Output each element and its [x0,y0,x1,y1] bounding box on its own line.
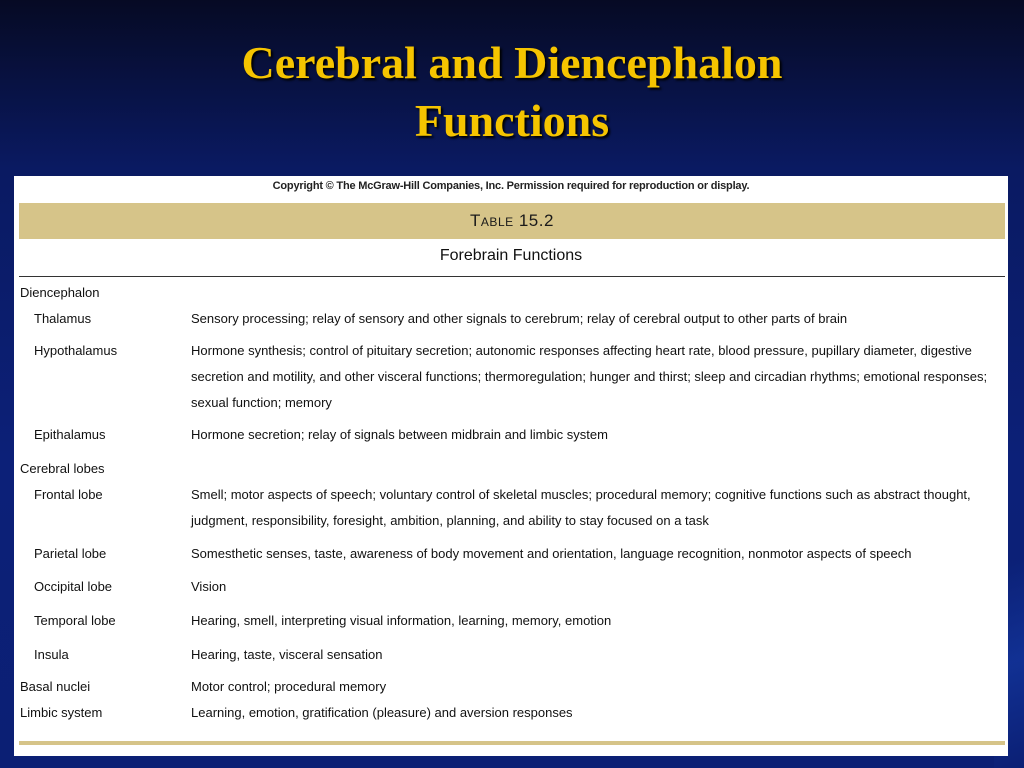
row-term: Hypothalamus [34,343,118,358]
row-term: Parietal lobe [34,546,107,561]
row-description: Motor control; procedural memory [191,679,387,694]
row-description: Sensory processing; relay of sensory and other signals to cerebrum; relay of cerebral output to other parts of brain [191,311,848,326]
row-description: Hearing, smell, interpreting visual information, learning, memory, emotion [191,613,612,628]
slide-title-line-2: Functions [414,95,610,146]
row-term: Limbic system [20,705,103,720]
row-term: Thalamus [34,311,92,326]
row-term: Diencephalon [20,285,100,300]
table-caption-band [19,203,1005,239]
table-panel [14,176,1008,756]
row-description: Smell; motor aspects of speech; voluntary control of skeletal muscles; procedural memory; cognitive functions such as abstract thought, judgment, responsibility, foresight, ambition, planning, and ability to stay focused on a task [191,487,971,528]
table-top-rule [19,276,1005,277]
copyright-notice: Copyright © The McGraw-Hill Companies, Inc. Permission required for reproduction or display. [272,180,750,192]
slide-title [0,34,1024,150]
row-description: Hearing, taste, visceral sensation [191,647,383,662]
row-term: Cerebral lobes [20,461,105,476]
row-term: Insula [34,647,69,662]
row-description: Learning, emotion, gratification (pleasure) and aversion responses [191,705,573,720]
row-term: Occipital lobe [34,579,113,594]
row-description: Hormone synthesis; control of pituitary secretion; autonomic responses affecting heart rate, blood pressure, pupillary diameter, digestive secretion and motility, and other visceral functions; thermoregulation; hunger and thirst; sleep and circadian rhythms; emotional responses; sexual function; memory [191,343,988,410]
table-bottom-rule [19,741,1005,745]
row-term: Epithalamus [34,427,106,442]
table-title: Forebrain Functions [439,247,583,264]
row-description: Somesthetic senses, taste, awareness of body movement and orientation, language recognition, nonmotor aspects of speech [191,546,912,561]
slide-title-line-1: Cerebral and Diencephalon [241,37,783,88]
row-description: Hormone secretion; relay of signals between midbrain and limbic system [191,427,608,442]
row-description: Vision [191,579,227,594]
row-term: Basal nuclei [20,679,91,694]
row-term: Frontal lobe [34,487,103,502]
table-number: Table 15.2 [470,211,554,230]
row-term: Temporal lobe [34,613,116,628]
